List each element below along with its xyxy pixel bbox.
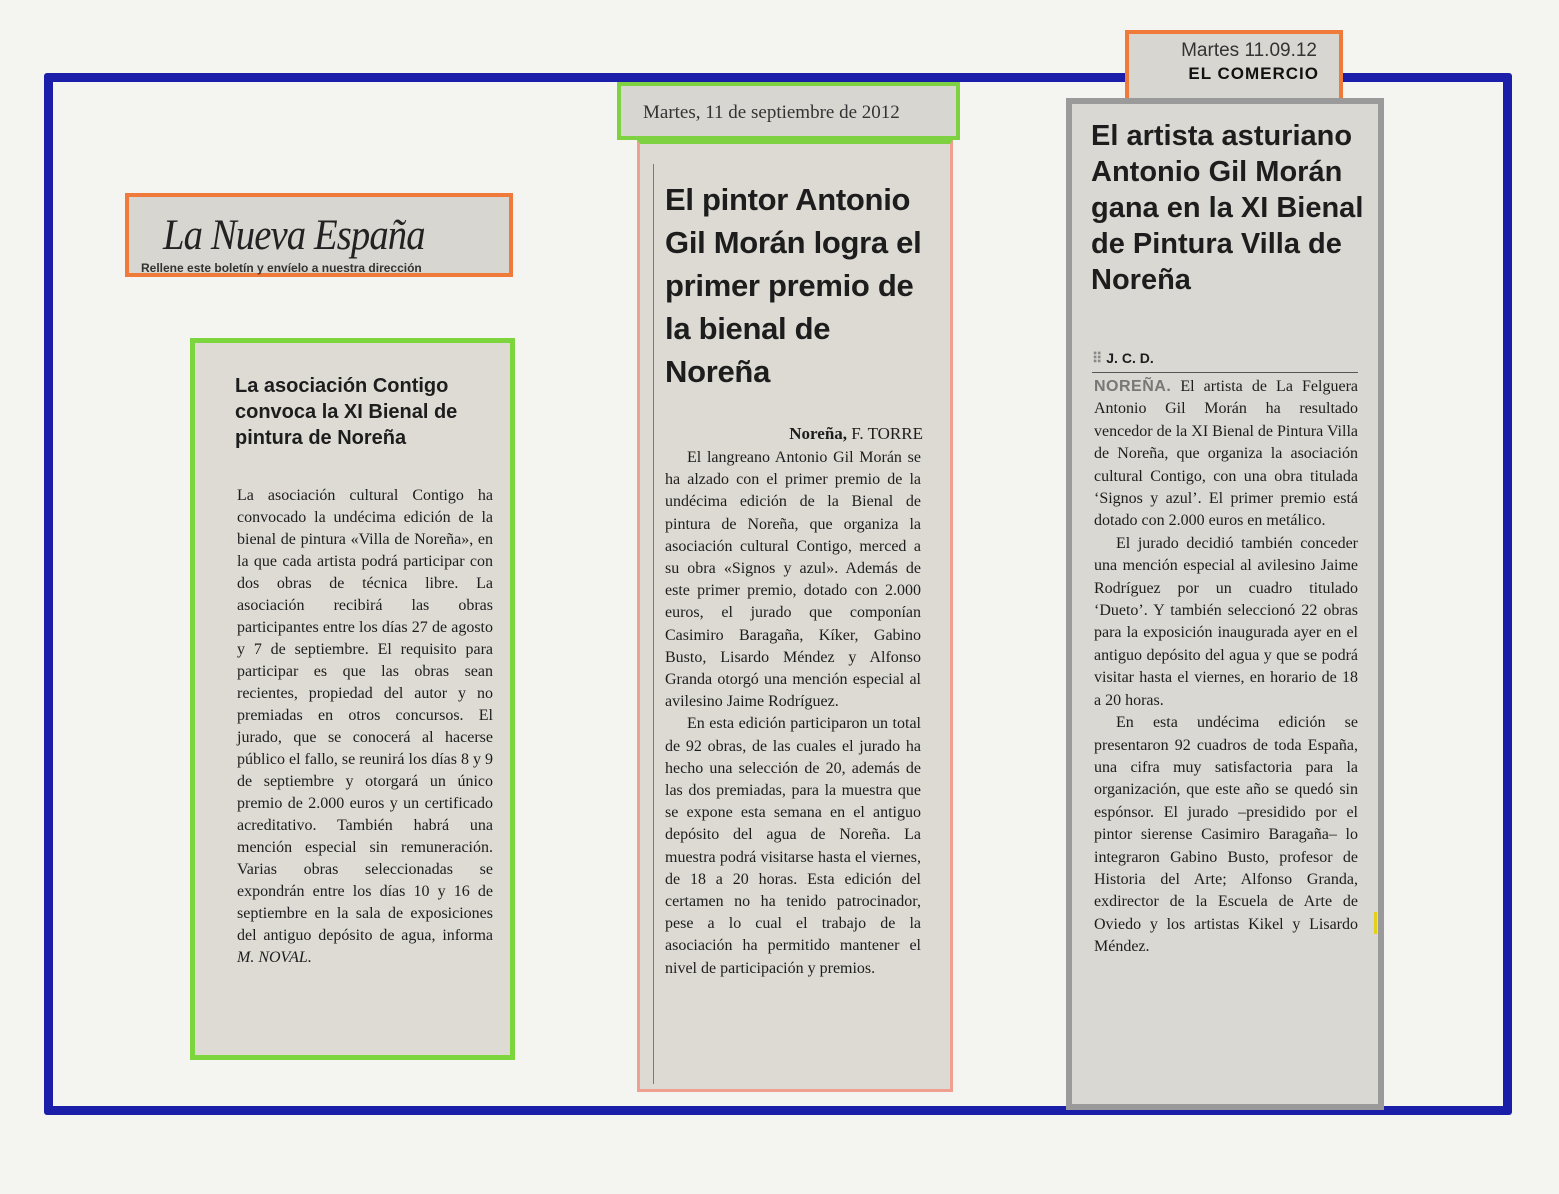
publication-date: Martes 11.09.12: [1181, 40, 1317, 61]
article-clipping-lne: [190, 338, 515, 1060]
la-nueva-espana-masthead: [125, 193, 513, 277]
article-paragraph: El langreano Antonio Gil Morán se ha alzado con el primer premio de la undécima edición de la Bienal de pintura de Noreña, que organiza la asociación cultural Contigo, merced a su obra «Signos y azul». Además de este primer premio, dotado con 2.000 euros, el jurado que componían Casimiro Baragaña, Kíker, Gabino Busto, Lisardo Méndez y Alfonso Granda otorgó una mención especial al avilesino Jaime Rodríguez.: [665, 449, 921, 711]
dateline-place: NOREÑA.: [1094, 378, 1172, 395]
newspaper-name: EL COMERCIO: [1188, 64, 1319, 83]
publication-date: Martes, 11 de septiembre de 2012: [643, 102, 900, 123]
article-signature: M. NOVAL.: [237, 949, 312, 966]
article-paragraph: El jurado decidió también conceder una mención especial al avilesino Jaime Rodríguez por un cuadro titulado ‘Dueto’. Y también seleccionó 22 obras para la exposición inaugurada ayer en el antiguo depósito del agua y que se podrá visitar hasta el viernes, en horario de 18 a 20 horas.: [1094, 534, 1358, 709]
author-bullet-icon: ⠿: [1092, 350, 1101, 366]
article-headline: La asociación Contigo convoca la XI Bienal de pintura de Noreña: [235, 375, 458, 449]
margin-line: [653, 164, 654, 1084]
author-rule: [1092, 372, 1358, 373]
article-clipping-el-comercio: [1066, 98, 1384, 1110]
byline-author: F. TORRE: [851, 424, 923, 443]
article-paragraph: En esta undécima edición se presentaron 92 cuadros de toda España, una cifra muy satisfactoria para la organización, que este año se quedó sin espónsor. El jurado –presidido por el pintor sierense Casimiro Baragaña– lo integraron Gabino Busto, profesor de Historia del Arte; Alfonso Granda, exdirector de la Escuela de Arte de Oviedo y los artistas Kikel y Lisardo Méndez.: [1094, 714, 1358, 956]
yellow-marker: [1374, 912, 1377, 934]
byline-place: Noreña,: [789, 424, 848, 443]
article-headline: El pintor Antonio Gil Morán logra el primer premio de la bienal de Noreña: [665, 182, 922, 389]
article-body: [1094, 376, 1358, 959]
masthead-cut-text: Rellene este boletín y envíelo a nuestra dirección: [141, 261, 422, 275]
date-masthead-center: [617, 82, 960, 140]
article-paragraph: En esta edición participaron un total de 92 obras, de las cuales el jurado ha hecho una selección de 20, además de las dos premiadas, para la muestra que se expone esta semana en el antiguo depósito del agua de Noreña. La muestra podrá visitarse hasta el viernes, de 18 a 20 horas. Esta edición del certamen no ha tenido patrocinador, pese a lo cual el trabajo de la asociación ha permitido mantener el nivel de participación y premios.: [665, 715, 921, 977]
article-clipping-center: [637, 140, 953, 1092]
article-body: [237, 485, 493, 969]
article-body-text: La asociación cultural Contigo ha convocado la undécima edición de la bienal de pintura «Villa de Noreña», en la que cada artista podrá participar con dos obras de técnica libre. La asociación recibirá las obras participantes entre los días 27 de agosto y 7 de septiembre. El requisito para participar es que las obras sean recientes, propiedad del autor y no premiadas en otros concursos. El jurado, que se conocerá al hacerse público el fallo, se reunirá los días 8 y 9 de septiembre y otorgará un único premio de 2.000 euros y un certificado acreditativo. También habrá una mención especial sin remuneración. Varias obras seleccionadas se expondrán entre los días 10 y 16 de septiembre en la sala de exposiciones del antiguo depósito de agua, informa: [237, 487, 493, 944]
article-headline: El artista asturiano Antonio Gil Morán gana en la XI Bienal de Pintura Villa de Noreña: [1091, 120, 1364, 296]
article-paragraph: El artista de La Felguera Antonio Gil Morán ha resultado vencedor de la XI Bienal de Pintura Villa de Noreña, que organiza la asociación cultural Contigo, con una obra titulada ‘Signos y azul’. El primer premio está dotado con 2.000 euros en metálico.: [1094, 378, 1359, 530]
author-name: J. C. D.: [1106, 350, 1154, 366]
el-comercio-masthead: [1125, 30, 1343, 103]
article-author: [1092, 350, 1154, 367]
newspaper-logo: La Nueva España: [163, 212, 425, 259]
article-body: [665, 447, 921, 980]
article-byline: [665, 424, 923, 444]
